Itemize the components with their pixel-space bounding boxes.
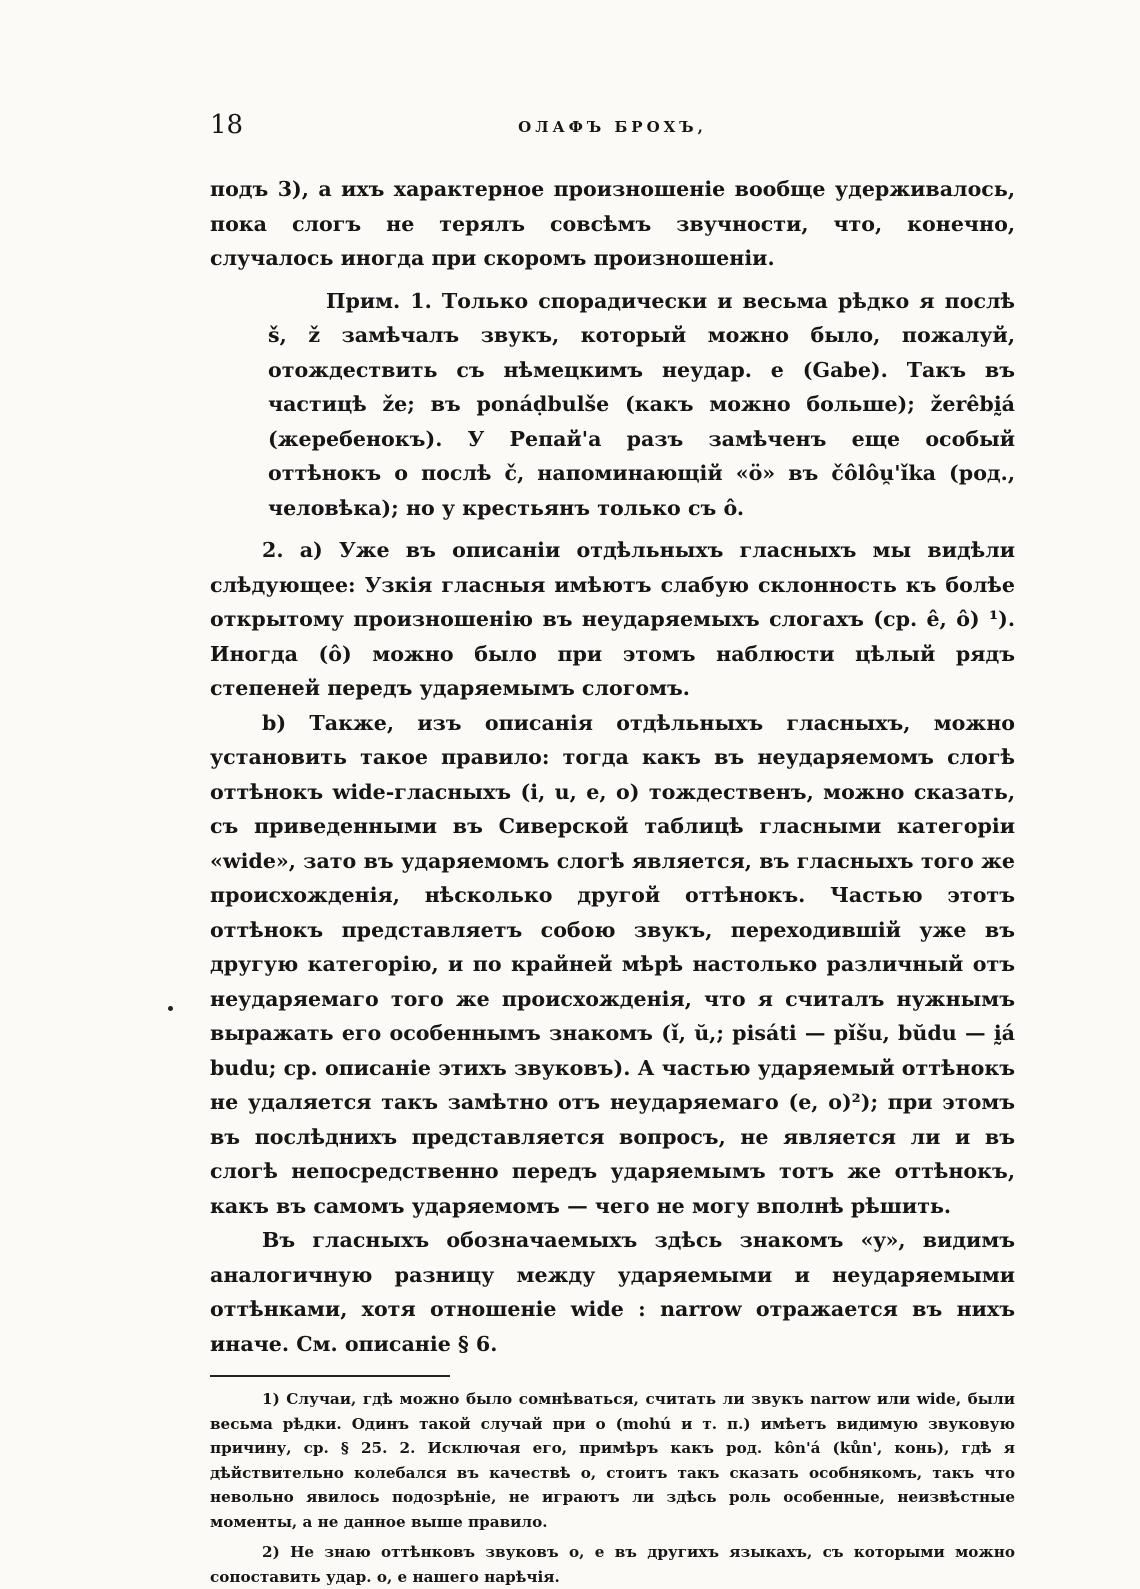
- running-title: ОЛАФЪ БРОХЪ,: [518, 118, 707, 136]
- page-header: [210, 110, 1015, 150]
- body-text: [210, 172, 1015, 1361]
- paragraph-continued: подъ 3), а ихъ характерное произношеніе вообще удерживалось, пока слогъ не терялъ совсѣмъ звучности, что, конечно, случалось иногда при скоромъ произношеніи.: [210, 177, 1015, 270]
- footnotes: [210, 1387, 1015, 1589]
- footnote-2: 2) Не знаю оттѣнковъ звуковъ o, e въ другихъ языкахъ, съ которыми можно сопоставить удар. o, e нашего нарѣчія.: [210, 1543, 1015, 1586]
- footnote-1: 1) Случаи, гдѣ можно было сомнѣваться, считать ли звукъ narrow или wide, были весьма рѣдки. Одинъ такой случай при o (mohú и т. п.) имѣетъ видимую звуковую причину, ср. § 25. 2. Исключая его, примѣръ какъ род. kôn'á (kůn', конь), гдѣ я дѣйствительно колебался въ качествѣ o, стоитъ такъ сказать особнякомъ, такъ что невольно явилось подозрѣніе, не играютъ ли здѣсь роль особенные, неизвѣстные моменты, а не данное выше правило.: [210, 1390, 1015, 1531]
- paragraph-note-1: Прим. 1. Только спорадически и весьма рѣдко я послѣ š, ž замѣчалъ звукъ, который можно было, пожалуй, отождествить съ нѣмецкимъ неудар. e (Gabe). Такъ въ частицѣ že; въ ponáḍbulše (какъ можно больше); žerêbḭá (жеребенокъ). У Репай'а разъ замѣченъ еще особый оттѣнокъ o послѣ č, напоминающій «ö» въ čôlôu̯'ǐka (род., человѣка); но у крестьянъ только съ ô.: [268, 288, 1015, 520]
- footnote-divider: [210, 1375, 450, 1377]
- page-number: 18: [210, 110, 244, 140]
- scan-speck: [168, 1006, 173, 1011]
- paragraph-y-vowels: Въ гласныхъ обозначаемыхъ здѣсь знакомъ «y», видимъ аналогичную разницу между ударяемыми и неударяемыми оттѣнками, хотя отношеніе wide : narrow отражается въ нихъ иначе. См. описаніе § 6.: [210, 1228, 1015, 1356]
- paragraph-2a: 2. a) Уже въ описаніи отдѣльныхъ гласныхъ мы видѣли слѣдующее: Узкія гласныя имѣютъ слабую склонность къ болѣе открытому произношенію въ неударяемыхъ слогахъ (ср. ê, ô) ¹). Иногда (ô) можно было при этомъ наблюсти цѣлый рядъ степеней передъ ударяемымъ слогомъ.: [210, 538, 1015, 700]
- page: [210, 110, 1015, 1589]
- paragraph-2b: b) Также, изъ описанія отдѣльныхъ гласныхъ, можно установить такое правило: тогда какъ въ неударяемомъ слогѣ оттѣнокъ wide-гласныхъ (i, u, e, o) тождественъ, можно сказать, съ приведенными въ Сиверской таблицѣ гласными категоріи «wide», зато въ ударяемомъ слогѣ является, въ гласныхъ того же происхожденія, нѣсколько другой оттѣнокъ. Частью этотъ оттѣнокъ представляетъ собою звукъ, переходившій уже въ другую категорію, и по крайней мѣрѣ настолько различный отъ неударяемаго того же происхожденія, что я считалъ нужнымъ выражать его особеннымъ знакомъ (ǐ, ŭ,; pisáti — pǐšu, bŭdu — ḭá budu; ср. описаніе этихъ звуковъ). А частью ударяемый оттѣнокъ не удаляется такъ замѣтно отъ неударяемаго (e, o)²); при этомъ въ послѣднихъ представляется вопросъ, не является ли и въ слогѣ непосредственно передъ ударяемымъ тотъ же оттѣнокъ, какъ въ самомъ ударяемомъ — чего не могу вполнѣ рѣшить.: [210, 710, 1015, 1218]
